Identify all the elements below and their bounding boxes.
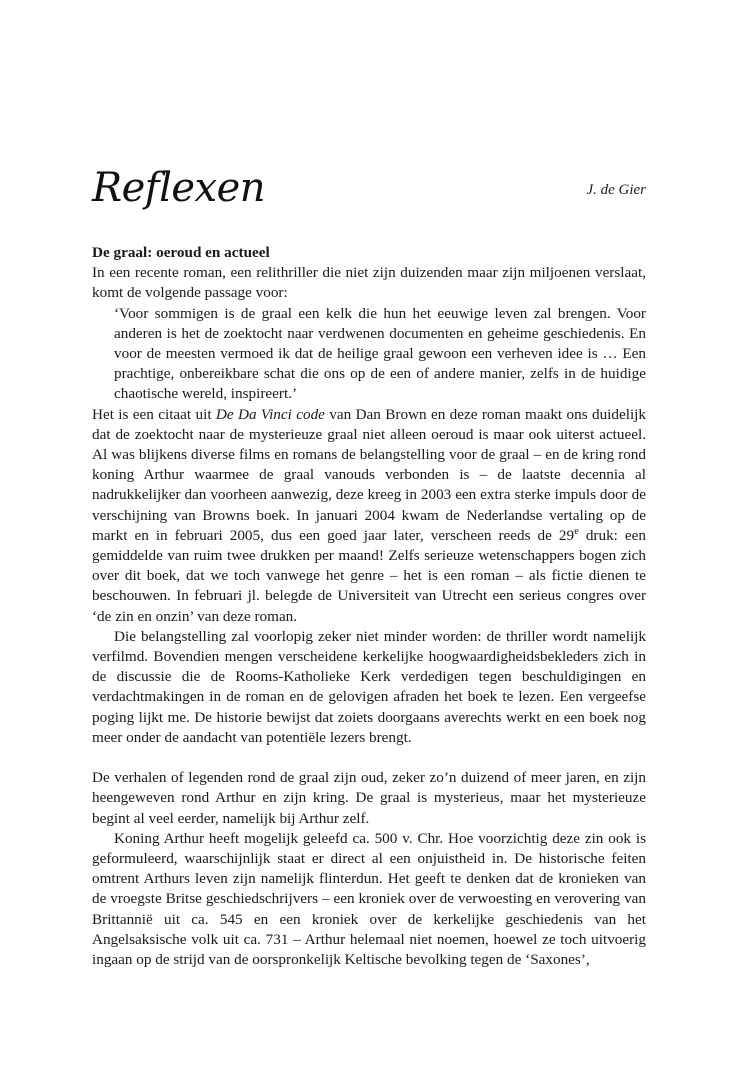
ordinal-superscript: e (574, 526, 579, 537)
section-title: Reflexen (92, 165, 266, 211)
citation-text-start: Het is een citaat uit (92, 405, 216, 423)
paragraph-citation (92, 405, 646, 627)
book-title: De Da Vinci code (215, 405, 325, 423)
page-header (92, 163, 646, 223)
article-body (92, 243, 646, 970)
citation-text-end: druk: een gemiddelde van ruim twee drukken per maand! Zelfs serieuze wetenschappers bogen zich over dit boek, dat we toch vanwege het genre – het is een roman – als fictie dienen te beschouwen. In februari jl. belegde de Universiteit van Utrecht een serieus congres over ‘de zin en onzin’ van deze roman. (92, 526, 646, 625)
paragraph-interest: Die belangstelling zal voorlopig zeker niet minder worden: de thriller wordt namelijk verfilmd. Bovendien mengen verscheidene kerkelijke hoogwaardigheidsbekleders zich in de discussie die de Rooms-Katholieke Kerk verdedigen tegen beschuldigingen en verdachtmakingen in de roman en de gelovigen afraden het boek te lezen. Een vergeefse poging lijkt me. De historie bewijst dat zoiets doorgaans averechts werkt en een boek nog meer onder de aandacht van potentiële lezers brengt. (92, 627, 646, 746)
citation-text-middle: van Dan Brown en deze roman maakt ons duidelijk dat de zoektocht naar de mysterieuze graal niet alleen oeroud is maar ook uiterst actueel. Al was blijkens diverse films en romans de belangstelling voor de graal – en de kring rond koning Arthur waarmee de graal vanouds verbonden is – de laatste decennia al nadrukkelijker dan voorheen aanwezig, deze kreeg in 2003 een extra sterke impuls door de verschijning van Browns boek. In januari 2004 kwam de Nederlandse vertaling op de markt en in februari 2005, dus een goed jaar later, verscheen reeds de 29 (92, 405, 646, 544)
paragraph-intro: In een recente roman, een relithriller die niet zijn duizenden maar zijn miljoenen verslaat, komt de volgende passage voor: (92, 264, 646, 302)
article-title: De graal: oeroud en actueel (92, 244, 270, 261)
block-quote: ‘Voor sommigen is de graal een kelk die hun het eeuwige leven zal brengen. Voor anderen is het de zoektocht naar verdwenen documenten en geheime geschiedenis. En voor de meesten vermoed ik dat de heilige graal gewoon een verheven idee is … Een prachtige, onbereikbare schat die ons op de een of andere manier, zelfs in de huidige chaotische wereld, inspireert.’ (114, 304, 646, 403)
paragraph-legends: De verhalen of legenden rond de graal zijn oud, zeker zo’n duizend of meer jaren, en zijn heengeweven rond Arthur en zijn kring. De graal is mysterieus, maar het mysterieuze begint al veel eerder, namelijk bij Arthur zelf. (92, 769, 646, 827)
author-name: J. de Gier (586, 182, 646, 198)
paragraph-arthur: Koning Arthur heeft mogelijk geleefd ca. 500 v. Chr. Hoe voorzichtig deze zin ook is geformuleerd, waarschijnlijk staat er direct al een onjuistheid in. De historische feiten omtrent Arthurs leven zijn namelijk flinterdun. Het geeft te denken dat de kronieken van de vroegste Britse geschiedschrijvers – een kroniek over de verwoesting en verovering van Brittannië uit ca. 545 en een kroniek over de kerkelijke geschiedenis van het Angelsaksische volk uit ca. 731 – Arthur helemaal niet noemen, hoewel ze toch uitvoerig ingaan op de strijd van de oorspronkelijk Keltische bevolking tegen de ‘Saxones’, (92, 829, 646, 969)
